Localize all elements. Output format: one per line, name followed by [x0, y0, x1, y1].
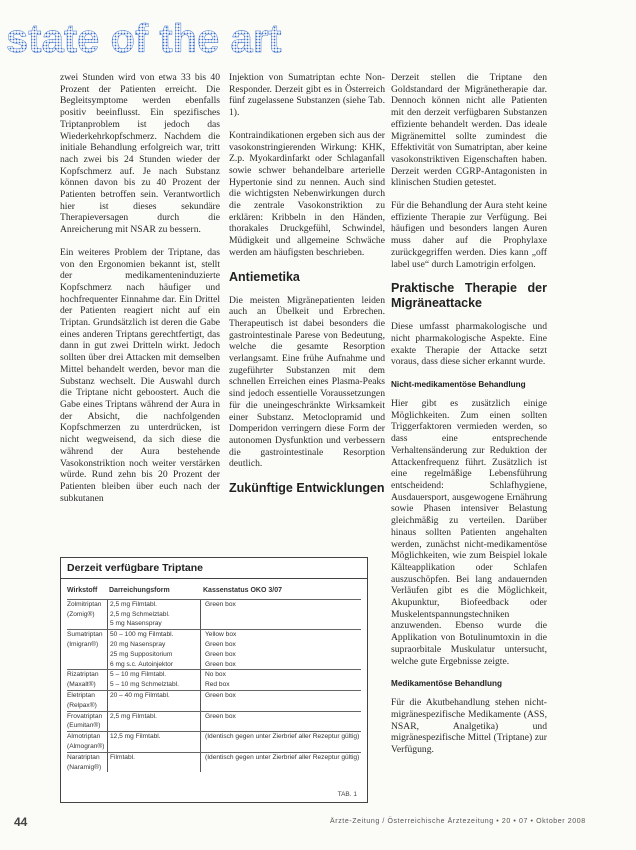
text-column-3 [391, 72, 547, 767]
paragraph: Diese umfasst pharmakologische und nicht pharmakologische Aspekte. Eine exakte Therapie der Attacke setzt voraus, dass diese sicher erkannt wurde. [391, 321, 547, 368]
table-row [67, 680, 361, 690]
triptan-table-box [60, 557, 368, 803]
table-cell [200, 721, 361, 731]
table-row [67, 731, 361, 742]
table-cell: Frovatriptan [67, 712, 103, 720]
table-cell [200, 610, 361, 620]
table-cell: No box [200, 670, 361, 680]
table-cell: Sumatriptan [67, 631, 103, 639]
text-column-2 [229, 72, 385, 506]
table-row [67, 763, 361, 773]
table-cell: (Relpax®) [67, 701, 97, 709]
table-header-row [67, 586, 361, 596]
section-heading: Praktische Therapie der Migräneattacke [391, 281, 547, 311]
paragraph: Die meisten Migränepatienten leiden auch an Übelkeit und Erbrechen. Therapeutisch ist dabei besonders die gastrointestinale Parese von Bedeutung, welche die gesamte Resorption verlangsamt. Eine frühe Aufnahme und zugeführter Substanzen mit dem schnellen Erreichen eines Plasma-Peaks sind jedoch essentielle Voraussetzungen für die uneingeschränkte Wirksamkeit einer Substanz. Metoclopramid und Domperidon verringern diese Form der autonomen Dysfunktion und verbessern die gastrointestinale Resorption deutlich. [229, 294, 385, 470]
table-cell [200, 742, 361, 752]
table-cell [200, 619, 361, 629]
table-cell [200, 763, 361, 773]
table-cell: Eletriptan [67, 691, 95, 699]
table-row [67, 711, 361, 722]
table-cell: 25 mg Suppositorium [107, 650, 200, 660]
column-header: Darreichungsform [109, 587, 170, 594]
table-cell: Almotriptan [67, 733, 101, 741]
table-cell: 6 mg s.c. Autoinjektor [107, 660, 200, 670]
paragraph: zwei Stunden wird von etwa 33 bis 40 Prozent der Patienten erreicht. Die Begleitsymptome werden ebenfalls positiv beeinflusst. Ein spezifisches Triptanproblem ist jedoch das Wiederkehrkopfschmerz. Nachdem die initiale Behandlung erfolgreich war, tritt nach zwei bis 24 Stunden wieder der Kopfschmerz auf. Je nach Substanz können davon bis zu 40 Prozent der Patienten betroffen sein. Verantwortlich hier ist dieses sekundäre Therapieversagen durch die Anreicherung mit NSAR zu bessern. [60, 72, 220, 236]
table-cell: (Naramig®) [67, 763, 102, 771]
text-column-1 [60, 72, 220, 515]
paragraph: Für die Behandlung der Aura steht keine effiziente Therapie zur Verfügung. Bei häufigen und besonders langen Auren muss daher auf die Prophylaxe zurückgegriffen werden. Dies kann „off label use“ durch Lamotrigin erfolgen. [391, 200, 547, 270]
table-row [67, 690, 361, 701]
journal-reference: Ärzte-Zeitung / Österreichische Ärztezeitung • 20 • 07 • Oktober 2008 [330, 818, 586, 825]
table-cell [200, 701, 361, 711]
page-footer [0, 815, 636, 835]
paragraph: Für die Akutbehandlung stehen nicht-migränespezifische Medikamente (ASS, NSAR, Analgetika) und migränespezifische Mittel (Triptane) zur Verfügung. [391, 697, 547, 756]
table-cell: Zolmitriptan [67, 600, 102, 608]
table-cell: 2,5 mg Filmtabl. [107, 712, 200, 722]
paragraph: Injektion von Sumatriptan echte Non-Responder. Derzeit gibt es in Österreich fünf zugelassene Substanzen (siehe Tab. 1). [229, 72, 385, 119]
table-cell: 5 – 10 mg Filmtabl. [107, 670, 200, 680]
table-cell: (Zomig®) [67, 610, 95, 618]
table-cell: Filmtabl. [107, 753, 200, 763]
table-cell: (Imigran®) [67, 640, 99, 648]
table-cell: (Identisch gegen unter Zierbrief aller Rezeptur gültig) [200, 732, 361, 742]
table-row [67, 669, 361, 680]
table-row [67, 721, 361, 731]
subsection-heading: Medikamentöse Behandlung [391, 679, 503, 689]
table-cell: Green box [200, 691, 361, 701]
table-footnote: TAB. 1 [337, 791, 357, 798]
table-cell: Green box [200, 650, 361, 660]
table-cell: Green box [200, 640, 361, 650]
table-row [67, 610, 361, 620]
section-heading: Antiemetika [229, 269, 300, 284]
table-cell: Yellow box [200, 630, 361, 640]
page-number: 44 [14, 815, 28, 829]
table-cell: 20 mg Nasenspray [107, 640, 200, 650]
table-cell: (Maxalt®) [67, 681, 96, 689]
section-banner [0, 14, 636, 62]
table-cell: Rizatriptan [67, 671, 99, 679]
column-header: Wirkstoff [67, 587, 98, 594]
section-title: state of the art [6, 17, 282, 61]
paragraph: Kontraindikationen ergeben sich aus der vasokonstringierenden Wirkung: KHK, Z.p. Myokardinfarkt oder Schlaganfall sowie schwer behandelbare arterielle Hypertonie sind zu nennen. Auch sind die wichtigsten Nebenwirkungen durch die zentrale Vasokonstriktion zu erklären: Kribbeln in den Händen, thorakales Druckgefühl, Schwindel, Müdigkeit und allgemeine Schwäche werden am häufigsten beschrieben. [229, 129, 385, 258]
table-cell: Naratriptan [67, 753, 100, 761]
table-cell: Green box [200, 660, 361, 670]
table-cell [67, 660, 107, 670]
table-cell [107, 701, 200, 711]
table-cell: (Identisch gegen unter Zierbrief aller Rezeptur gültig) [200, 753, 361, 763]
table-row [67, 629, 361, 640]
table-cell: 2,5 mg Filmtabl. [107, 600, 200, 610]
table-cell: 20 – 40 mg Filmtabl. [107, 691, 200, 701]
table-cell [67, 619, 107, 629]
table-cell [107, 721, 200, 731]
table-row [67, 599, 361, 610]
column-header: Kassenstatus OKO 3/07 [203, 587, 282, 594]
table-cell: 5 – 10 mg Schmelztabl. [107, 680, 200, 690]
table-cell: (Eumitan®) [67, 722, 101, 730]
table-row [67, 701, 361, 711]
table-cell [107, 763, 200, 773]
table-cell: 12,5 mg Filmtabl. [107, 732, 200, 742]
table-cell: Red box [200, 680, 361, 690]
table-cell: 5 mg Nasenspray [107, 619, 200, 629]
table-cell: 2,5 mg Schmelztabl. [107, 610, 200, 620]
table-cell: Green box [200, 600, 361, 610]
table-cell [67, 650, 107, 660]
paragraph: Hier gibt es zusätzlich einige Möglichkeiten. Zum einen sollten Triggerfaktoren vermieden werden, so dass eine entsprechende Verhaltensänderung zur Reduktion der Attackenfrequenz führt. Zusätzlich ist eine regelmäßige Lebensführung entscheidend: Schlafhygiene, Ausdauersport, ausgewogene Ernährung sowie Phasen intensiver Belastung gleichmäßig zu verteilen. Darüber hinaus sollten Patienten angehalten werden, zunächst nicht-medikamentöse Möglichkeiten, wie zum Beispiel lokale Kälteapplikation oder Schlafen auszuschöpfen. Bei lang andauernden Verläufen gibt es die Möglichkeit, Akupunktur, Biofeedback oder Muskelentspannungstechniken anzuwenden. Ebenso wurde die Applikation von Botulinumtoxin in die supraorbitale Muskulatur untersucht, welche gute Ergebnisse zeigte. [391, 398, 547, 667]
paragraph: Ein weiteres Problem der Triptane, das von den Ergonomien bekannt ist, stellt der medikamenteninduzierte Kopfschmerz nach häufiger und hochfrequenter Einnahme dar. Ein Drittel der Patienten reagiert nicht auf ein Triptan. Grundsätzlich ist deren die Gabe eines anderen Triptans gerechtfertigt, das dann in gut zwei Dritteln wirkt. Jedoch sollten über drei Attacken mit demselben Mittel behandelt werden, bevor man die Substanz wechselt. Die Auswahl durch die Triptane nicht geboostert. Auch die Gabe eines Triptans während der Aura in der Absicht, die nachfolgenden Kopfschmerzen zu unterdrücken, ist nicht wegweisend, da sich diese die während der Aura bestehende Vasokonstriktion noch weiter verstärken würde. Rund zehn bis 20 Prozent der Patienten bleiben über euch nach der subkutanen [60, 246, 220, 504]
table-row [67, 752, 361, 763]
table-cell [107, 742, 200, 752]
table-row [67, 619, 361, 629]
paragraph: Derzeit stellen die Triptane den Goldstandard der Migränetherapie dar. Dennoch können nicht alle Patienten mit den derzeit verfügbaren Substanzen effiziente behandelt werden. Das ideale Migränemittel sollte zumindest die Effektivität von Sumatriptan, aber keine vasokonstriktiven Eigenschaften haben. Derzeit werden CGRP-Antagonisten in klinischen Studien getestet. [391, 72, 547, 189]
triptan-table [67, 586, 361, 772]
banner-graphic [0, 14, 636, 62]
table-cell: Green box [200, 712, 361, 722]
table-row [67, 660, 361, 670]
subsection-heading: Nicht-medikamentöse Behandlung [391, 380, 526, 390]
table-cell: 50 – 100 mg Filmtabl. [107, 630, 200, 640]
table-row [67, 742, 361, 752]
table-row [67, 650, 361, 660]
table-row [67, 640, 361, 650]
table-cell: (Almogran®) [67, 742, 105, 750]
section-heading: Zukünftige Entwicklungen [229, 481, 385, 496]
table-title: Derzeit verfügbare Triptane [61, 558, 367, 579]
